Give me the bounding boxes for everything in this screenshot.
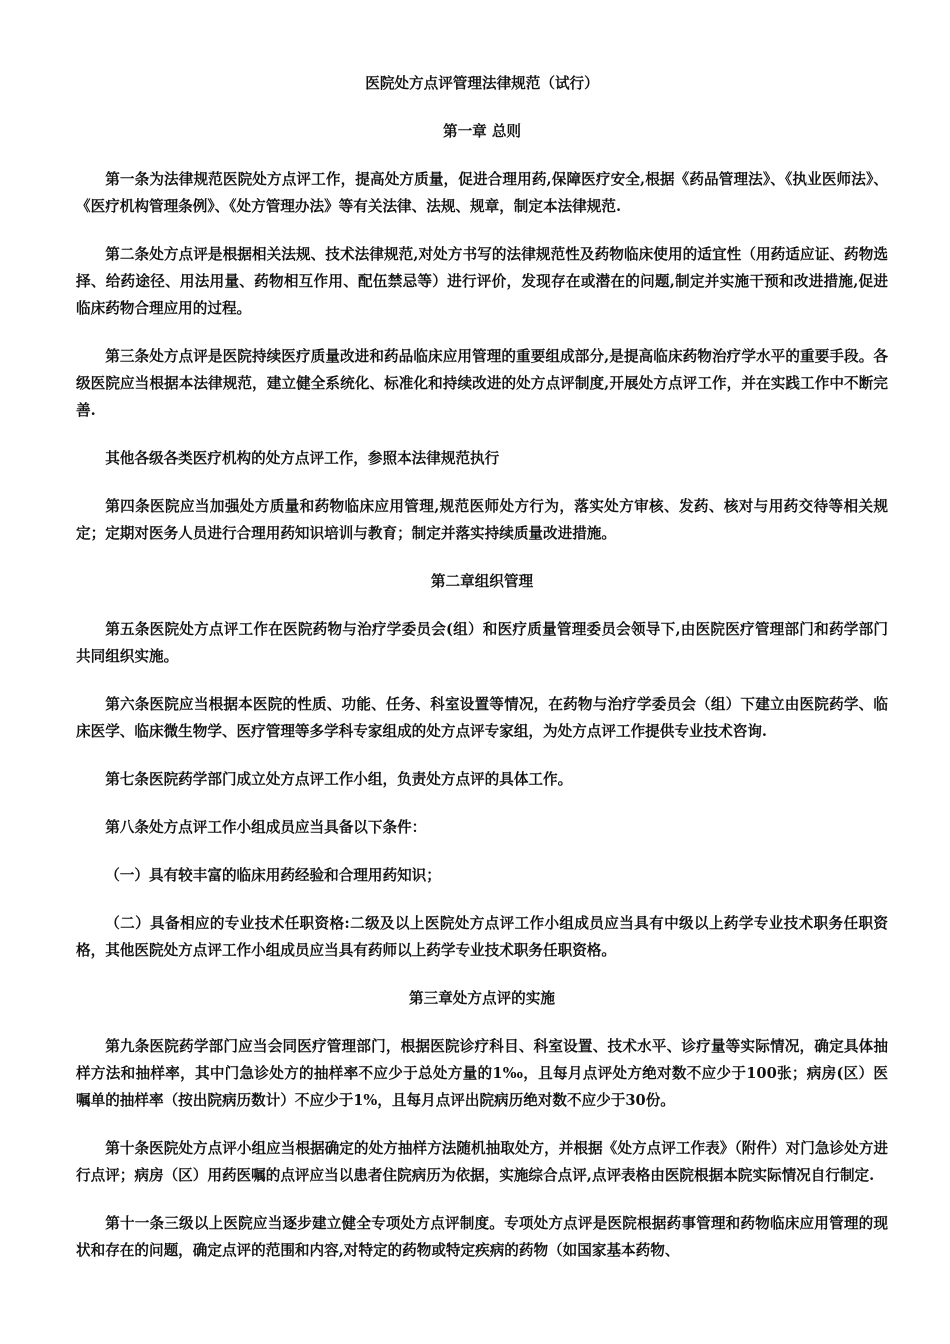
article-paragraph: （二）具备相应的专业技术任职资格:二级及以上医院处方点评工作小组成员应当具有中级以上药学专业技术职务任职资格，其他医院处方点评工作小组成员应当具有药师以上药学专业技术职务任职资格。: [76, 915, 888, 959]
article-paragraph: 第四条医院应当加强处方质量和药物临床应用管理,规范医师处方行为，落实处方审核、发药、核对与用药交待等相关规定；定期对医务人员进行合理用药知识培训与教育；制定并落实持续质量改进措施。: [76, 498, 888, 542]
article-paragraph: 第二条处方点评是根据相关法规、技术法律规范,对处方书写的法律规范性及药物临床使用的适宜性（用药适应证、药物选择、给药途径、用法用量、药物相互作用、配伍禁忌等）进行评价，发现存在或潜在的问题,制定并实施干预和改进措施,促进临床药物合理应用的过程。: [76, 246, 888, 317]
article-paragraph: 第五条医院处方点评工作在医院药物与治疗学委员会(组）和医疗质量管理委员会领导下,由医院医疗管理部门和药学部门共同组织实施。: [76, 621, 888, 665]
article-paragraph: 第一条为法律规范医院处方点评工作，提高处方质量，促进合理用药,保障医疗安全,根据《药品管理法》、《执业医师法》、《医疗机构管理条例》、《处方管理办法》等有关法律、法规、规章，制定本法律规范.: [76, 171, 888, 215]
document-title: 医院处方点评管理法律规范（试行）: [365, 75, 599, 92]
article-paragraph: 第六条医院应当根据本医院的性质、功能、任务、科室设置等情况，在药物与治疗学委员会（组）下建立由医院药学、临床医学、临床微生物学、医疗管理等多学科专家组成的处方点评专家组，为处方点评工作提供专业技术咨询.: [76, 696, 888, 740]
chapter-heading: 第三章处方点评的实施: [409, 990, 555, 1007]
document-body: [76, 118, 888, 1264]
article-paragraph: 第九条医院药学部门应当会同医疗管理部门，根据医院诊疗科目、科室设置、技术水平、诊疗量等实际情况，确定具体抽样方法和抽样率，其中门急诊处方的抽样率不应少于总处方量的1‰，且每月点评处方绝对数不应少于100张；病房(区）医嘱单的抽样率（按出院病历数计）不应少于1%，且每月点评出院病历绝对数不应少于30份。: [76, 1038, 888, 1109]
article-paragraph: 第十条医院处方点评小组应当根据确定的处方抽样方法随机抽取处方，并根据《处方点评工作表》（附件）对门急诊处方进行点评；病房（区）用药医嘱的点评应当以患者住院病历为依据，实施综合点评,点评表格由医院根据本院实际情况自行制定.: [76, 1140, 888, 1184]
article-paragraph: 第十一条三级以上医院应当逐步建立健全专项处方点评制度。专项处方点评是医院根据药事管理和药物临床应用管理的现状和存在的问题，确定点评的范围和内容,对特定的药物或特定疾病的药物（如国家基本药物、: [76, 1215, 888, 1259]
article-paragraph: （一）具有较丰富的临床用药经验和合理用药知识；: [105, 867, 441, 884]
article-paragraph: 第八条处方点评工作小组成员应当具备以下条件：: [105, 819, 427, 836]
document-page: [76, 70, 888, 1285]
chapter-heading: 第一章 总则: [442, 123, 522, 140]
article-paragraph: 其他各级各类医疗机构的处方点评工作，参照本法律规范执行: [105, 450, 500, 467]
chapter-heading: 第二章组织管理: [430, 573, 534, 590]
article-paragraph: 第三条处方点评是医院持续医疗质量改进和药品临床应用管理的重要组成部分,是提高临床药物治疗学水平的重要手段。各级医院应当根据本法律规范，建立健全系统化、标准化和持续改进的处方点评制度,开展处方点评工作，并在实践工作中不断完善.: [76, 348, 888, 419]
article-paragraph: 第七条医院药学部门成立处方点评工作小组，负责处方点评的具体工作。: [105, 771, 573, 788]
